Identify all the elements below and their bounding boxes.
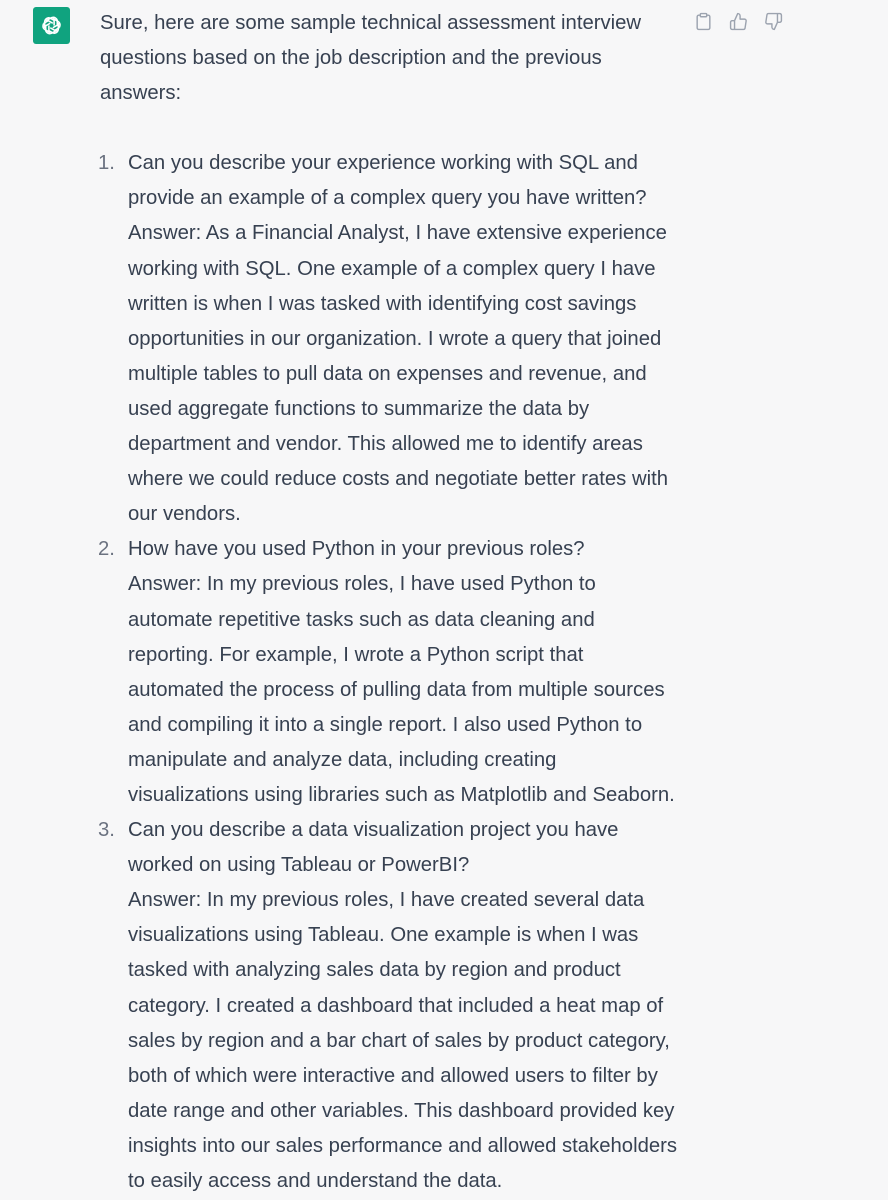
thumbs-down-icon bbox=[764, 12, 783, 31]
assistant-avatar bbox=[33, 7, 70, 44]
list-item bbox=[100, 532, 680, 813]
list-item-number: 3. bbox=[98, 819, 115, 842]
openai-logo-icon bbox=[39, 13, 64, 38]
list-item-number: 2. bbox=[98, 538, 115, 561]
thumbs-up-button[interactable] bbox=[728, 11, 749, 32]
answer-text: Answer: In my previous roles, I have created several data visualizations using Tableau. One example is when I was tasked with analyzing sales data by region and product category. I created a dashboard that included a heat map of sales by region and a bar chart of sales by product category, both of which were interactive and allowed users to filter by date range and other variables. This dashboard provided key insights into our sales performance and allowed stakeholders to easily access and understand the data. bbox=[128, 889, 678, 1192]
message-content bbox=[100, 6, 680, 1199]
answer-text: Answer: In my previous roles, I have used Python to automate repetitive tasks such as data cleaning and reporting. For example, I wrote a Python script that automated the process of pulling data from multiple sources and compiling it into a single report. I also used Python to manipulate and analyze data, including creating visualizations using libraries such as Matplotlib and Seaborn. bbox=[128, 573, 675, 806]
list-item bbox=[100, 813, 680, 1199]
thumbs-up-icon bbox=[729, 12, 748, 31]
question-text: Can you describe your experience working with SQL and provide an example of a complex query you have written? bbox=[128, 152, 647, 210]
copy-button[interactable] bbox=[693, 11, 714, 32]
question-list bbox=[100, 146, 680, 1199]
thumbs-down-button[interactable] bbox=[763, 11, 784, 32]
message-intro: Sure, here are some sample technical assessment interview questions based on the job description and the previous answers: bbox=[100, 12, 642, 105]
answer-text: Answer: As a Financial Analyst, I have extensive experience working with SQL. One example of a complex query I have written is when I was tasked with identifying cost savings opportunities in our organization. I wrote a query that joined multiple tables to pull data on expenses and revenue, and used aggregate functions to summarize the data by department and vendor. This allowed me to identify areas where we could reduce costs and negotiate better rates with our vendors. bbox=[128, 222, 669, 526]
list-item bbox=[100, 146, 680, 532]
clipboard-icon bbox=[694, 12, 713, 31]
message-actions bbox=[693, 11, 784, 32]
question-text: Can you describe a data visualization project you have worked on using Tableau or PowerBI? bbox=[128, 819, 619, 877]
list-item-number: 1. bbox=[98, 152, 115, 175]
question-text: How have you used Python in your previous roles? bbox=[128, 538, 585, 561]
